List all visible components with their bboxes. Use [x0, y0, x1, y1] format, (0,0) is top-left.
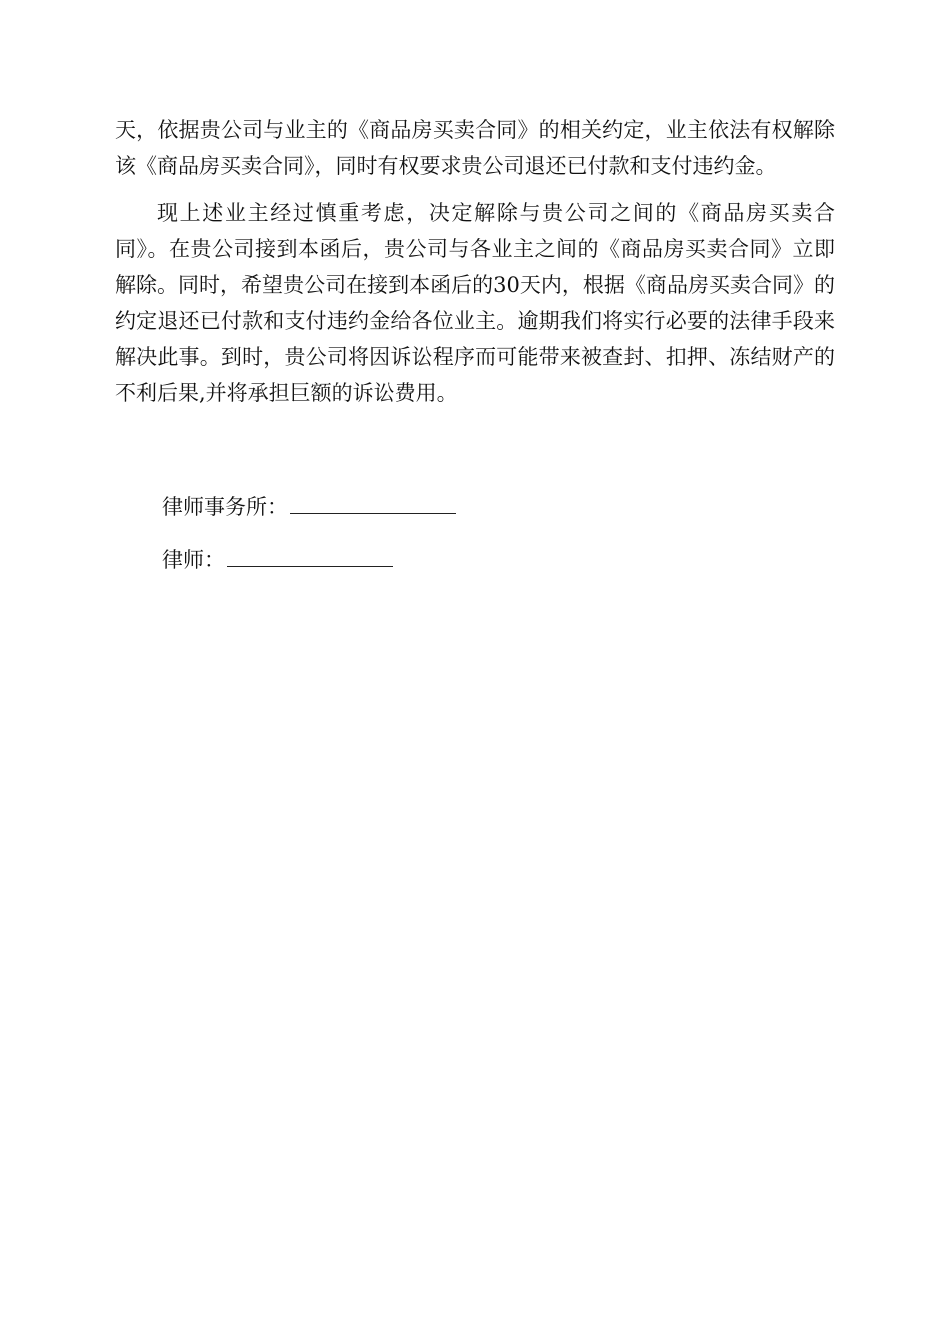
signature-lawyer: [162, 542, 393, 578]
lawyer-label: 律师：: [162, 548, 225, 572]
paragraph-continuation: 天，依据贵公司与业主的《商品房买卖合同》的相关约定，业主依法有权解除该《商品房买卖合同》，同时有权要求贵公司退还已付款和支付违约金。: [115, 118, 835, 178]
signature-law-firm: [162, 489, 456, 525]
law-firm-blank-line: [290, 491, 456, 514]
lawyer-blank-line: [227, 544, 393, 567]
paragraph-termination-notice: 现上述业主经过慎重考虑，决定解除与贵公司之间的《商品房买卖合同》。在贵公司接到本函后，贵公司与各业主之间的《商品房买卖合同》立即解除。同时，希望贵公司在接到本函后的30天内，根据《商品房买卖合同》的约定退还已付款和支付违约金给各位业主。逾期我们将实行必要的法律手段来解决此事。到时，贵公司将因诉讼程序而可能带来被查封、扣押、冻结财产的不利后果,并将承担巨额的诉讼费用。: [115, 201, 835, 405]
law-firm-label: 律师事务所：: [162, 495, 288, 519]
document-body: [115, 112, 835, 411]
